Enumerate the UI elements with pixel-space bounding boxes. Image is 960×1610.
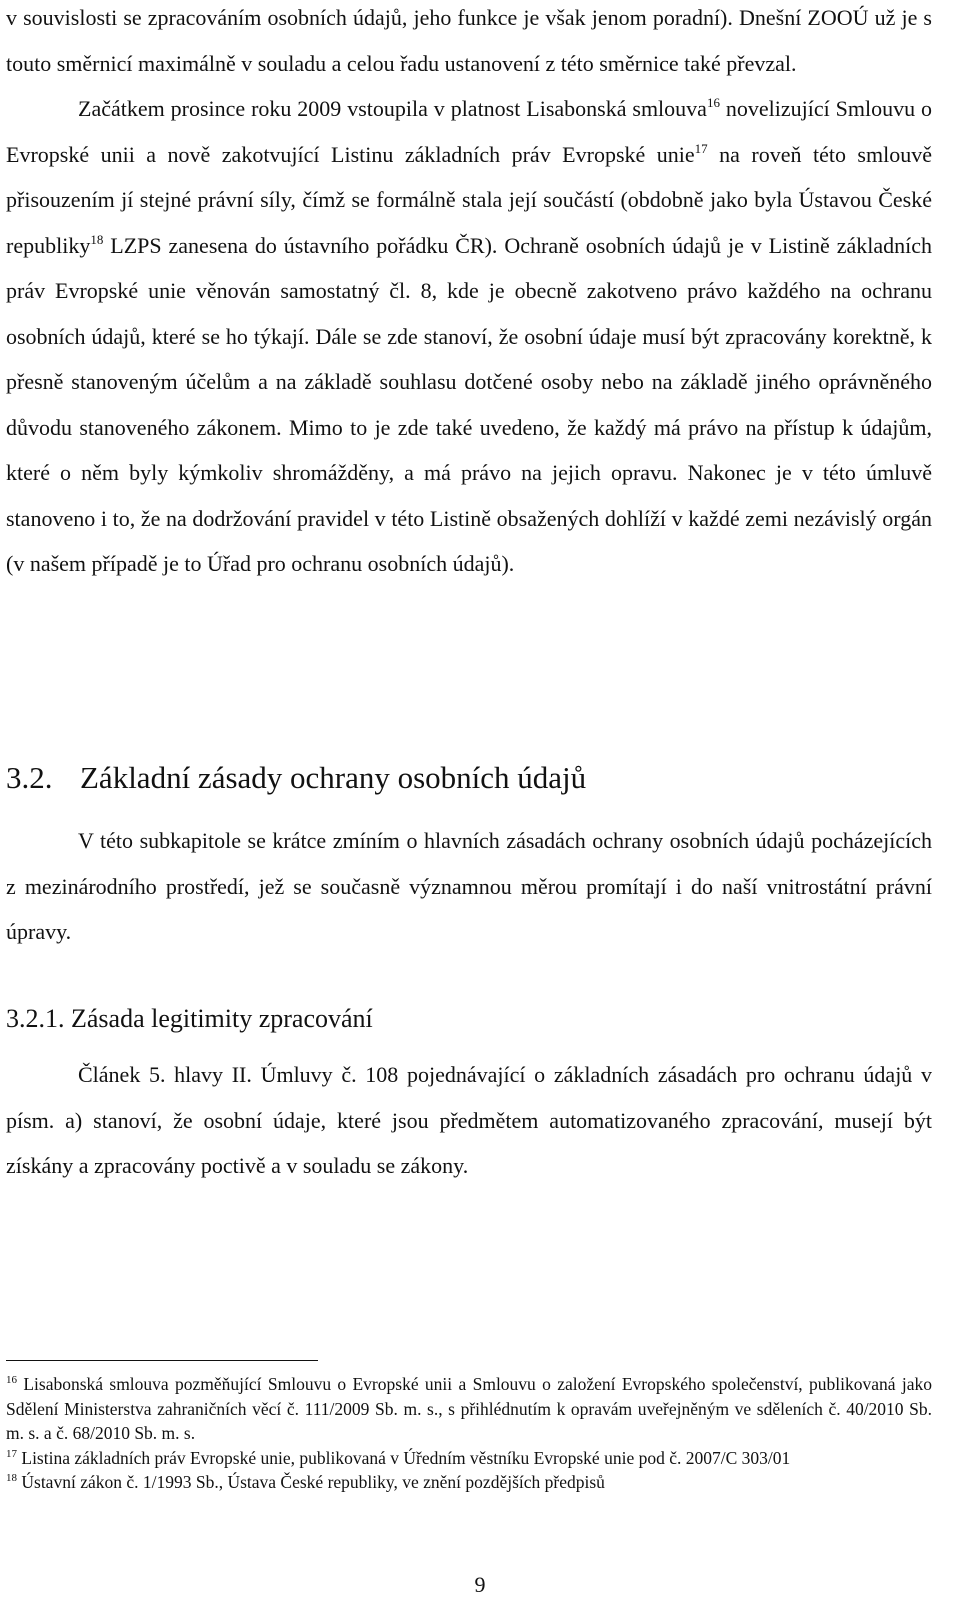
body-top [6, 0, 932, 587]
subsection-block [6, 1052, 932, 1189]
subsection-text: Článek 5. hlavy II. Úmluvy č. 108 pojednávající o základních zásadách pro ochranu údajů v písm. a) stanoví, že osobní údaje, které jsou předmětem automatizovaného zpracování, musejí být získány a zpracovány poctivě a v souladu se zákony. [6, 1062, 932, 1178]
footnote-separator [6, 1360, 318, 1361]
footnote-ref-16[interactable]: 16 [706, 95, 720, 110]
page-number: 9 [474, 1572, 486, 1597]
footnote-16 [6, 1372, 932, 1446]
footnote-ref-17[interactable]: 17 [694, 140, 708, 156]
footnote-mark: 17 [6, 1447, 17, 1460]
section-title: Základní zásady ochrany osobních údajů [80, 760, 587, 795]
footnote-ref-18[interactable]: 18 [90, 231, 104, 247]
paragraph-text: na roveň této smlouvě přisouzením jí stejné právní síly, čímž se formálně stala její součástí (obdobně jako byla Ústavou České republiky [6, 141, 932, 258]
paragraph-text: novelizující Smlouvu o Evropské unii a nově zakotvující Listinu základních práv Evropské unie [6, 96, 932, 167]
footnote-17 [6, 1446, 932, 1471]
subsection-title: Zásada legitimity zpracování [71, 1004, 373, 1033]
footnotes [6, 1372, 932, 1495]
footnote-text: Ústavní zákon č. 1/1993 Sb., Ústava České republiky, ve znění pozdějších předpisů [17, 1472, 605, 1492]
footnote-mark: 18 [6, 1472, 17, 1484]
subsection-number: 3.2.1. [6, 1004, 65, 1033]
paragraph-text: LZPS zanesena do ústavního pořádku ČR). Ochraně osobních údajů je v Listině základních práv Evropské unie věnován samostatný čl. 8, kde je obecně zakotveno právo každého na ochranu osobních údajů, které se ho týkají. Dále se zde stanoví, že osobní údaje musí být zpracovány korektně, k přesně stanoveným účelům a na základě souhlasu dotčené osoby nebo na základě jiného oprávněného důvodu stanoveného zákonem. Mimo to je zde také uvedeno, že každý má právo na přístup k údajům, které o něm byly kýmkoliv shromážděny, a má právo na jejich opravu. Nakonec je v této úmluvě stanoveno i to, že na dodržování pravidel v této Listině obsažených dohlíží v každé zemi nezávislý orgán (v našem případě je to Úřad pro ochranu osobních údajů). [6, 232, 932, 576]
paragraph-continuation: v souvislosti se zpracováním osobních údajů, jeho funkce je však jenom poradní). Dnešní ZOOÚ už je s touto směrnicí maximálně v souladu a celou řadu ustanovení z této směrnice také převzal. [6, 5, 932, 76]
section-number: 3.2. [6, 760, 53, 795]
footnote-mark: 16 [6, 1374, 17, 1386]
paragraph-lisbon [6, 86, 932, 587]
subsection-heading [6, 1004, 373, 1034]
paragraph-text: Začátkem prosince roku 2009 vstoupila v platnost Lisabonská smlouva [78, 96, 707, 121]
section-heading [6, 760, 586, 796]
footnote-text: Lisabonská smlouva pozměňující Smlouvu o Evropské unii a Smlouvu o založení Evropského společenství, publikovaná jako Sdělení Ministerstva zahraničních věcí č. 111/2009 Sb. m. s., s přihlédnutím k opravám uveřejněným ve sděleních č. 40/2010 Sb. m. s. a č. 68/2010 Sb. m. s. [6, 1374, 932, 1443]
footnote-text: Listina základních práv Evropské unie, publikovaná v Úředním věstníku Evropské unie pod č. 2007/C 303/01 [17, 1447, 791, 1468]
section-intro-block [6, 818, 932, 955]
section-intro: V této subkapitole se krátce zmíním o hlavních zásadách ochrany osobních údajů pocházejících z mezinárodního prostředí, jež se současně významnou měrou promítají i do naší vnitrostátní právní úpravy. [6, 828, 932, 944]
footnote-18 [6, 1470, 932, 1495]
